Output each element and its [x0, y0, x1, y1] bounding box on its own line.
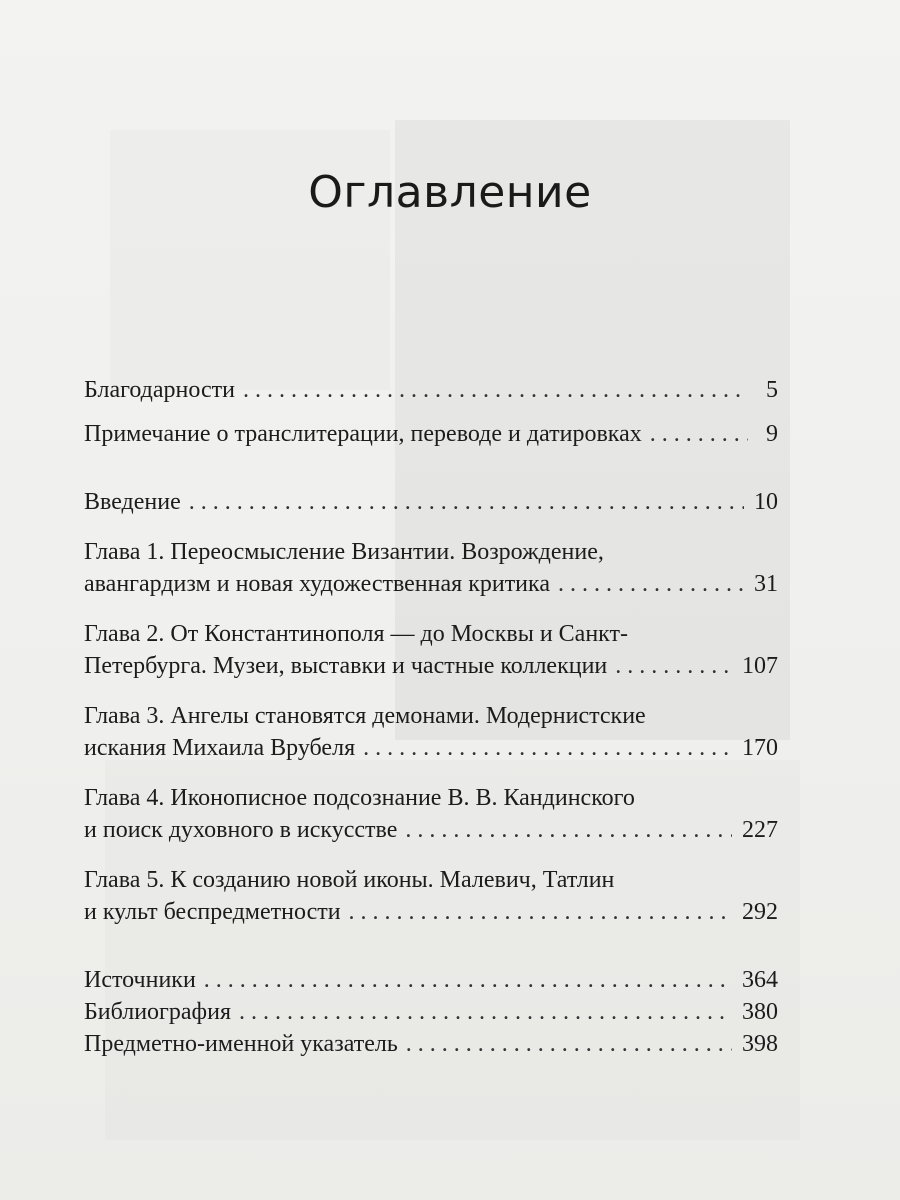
toc-entry-title: Глава 4. Иконописное подсознание В. В. Кандинского	[84, 785, 635, 811]
leader-dots	[204, 964, 732, 996]
leader-dots	[650, 418, 748, 450]
toc-entry-chapter-5[interactable]	[84, 864, 778, 928]
leader-dots	[615, 650, 732, 682]
toc-page-number: 107	[742, 653, 778, 679]
toc-entry-title-cont: авангардизм и новая художественная критика	[84, 571, 550, 597]
toc-entry-chapter-3[interactable]	[84, 700, 778, 764]
leader-dots	[239, 996, 732, 1028]
toc-entry-chapter-4[interactable]	[84, 782, 778, 846]
toc-entry-title: Примечание о транслитерации, переводе и датировках	[84, 421, 642, 447]
toc-page-number: 227	[742, 817, 778, 843]
toc-entry-title-cont: и поиск духовного в искусстве	[84, 817, 398, 843]
toc-entry-title: Благодарности	[84, 377, 235, 403]
toc-entry-title: Глава 2. От Константинополя — до Москвы и Санкт-	[84, 621, 628, 647]
toc-entry-title: Глава 3. Ангелы становятся демонами. Модернистские	[84, 703, 646, 729]
toc-entry-index[interactable]	[84, 1028, 778, 1060]
toc-entry-title: Библиография	[84, 999, 231, 1025]
leader-dots	[243, 374, 748, 406]
toc-page-number: 9	[766, 421, 778, 447]
toc-page-number: 398	[742, 1031, 778, 1057]
toc-page-number: 170	[742, 735, 778, 761]
toc-entry-sources[interactable]	[84, 964, 778, 996]
toc-entry-title: Источники	[84, 967, 196, 993]
toc-entry-introduction[interactable]	[84, 486, 778, 518]
leader-dots	[363, 732, 732, 764]
toc-entry-acknowledgements[interactable]	[84, 374, 778, 406]
toc-entry-chapter-2[interactable]	[84, 618, 778, 682]
leader-dots	[349, 896, 732, 928]
toc-page-number: 292	[742, 899, 778, 925]
leader-dots	[406, 1028, 732, 1060]
toc-page-number: 10	[754, 489, 778, 515]
toc-entry-title-cont: и культ беспредметности	[84, 899, 341, 925]
toc-page-number: 364	[742, 967, 778, 993]
leader-dots	[558, 568, 744, 600]
toc-entry-title-cont: искания Михаила Врубеля	[84, 735, 356, 761]
toc-entry-note[interactable]	[84, 418, 778, 450]
table-of-contents	[84, 374, 778, 1060]
page-title: Оглавление	[308, 167, 592, 219]
toc-page-number: 31	[754, 571, 778, 597]
toc-entry-title: Глава 5. К созданию новой иконы. Малевич, Татлин	[84, 867, 615, 893]
toc-page-number: 380	[742, 999, 778, 1025]
leader-dots	[189, 486, 744, 518]
toc-entry-title: Введение	[84, 489, 181, 515]
toc-entry-title: Предметно-именной указатель	[84, 1031, 398, 1057]
toc-entry-title: Глава 1. Переосмысление Византии. Возрождение,	[84, 539, 604, 565]
toc-entry-chapter-1[interactable]	[84, 536, 778, 600]
toc-page-number: 5	[766, 377, 778, 403]
toc-entry-title-cont: Петербурга. Музеи, выставки и частные коллекции	[84, 653, 608, 679]
toc-entry-bibliography[interactable]	[84, 996, 778, 1028]
leader-dots	[405, 814, 732, 846]
